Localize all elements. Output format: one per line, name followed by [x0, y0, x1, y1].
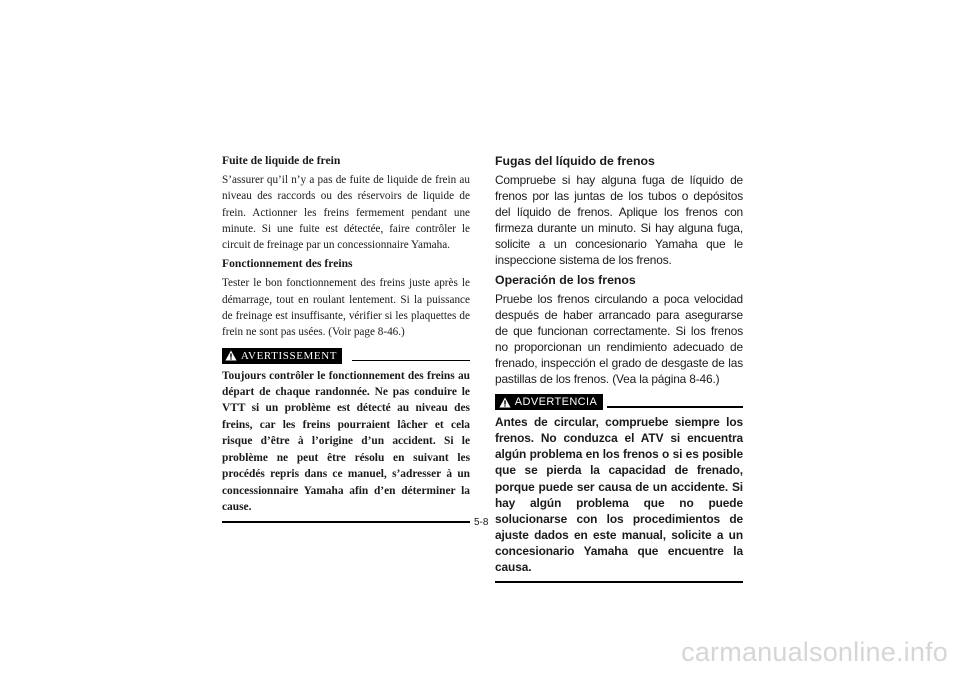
fr-brake-operation-text: Tester le bon fonctionnement des freins juste après le démarrage, tout en roulant lentement. Si la puissance de freinage est insuffisante, vérifier si les plaquettes de frein ne sont pas usées. (Voir page 8-46.) [222, 277, 470, 339]
es-warning-label: ADVERTENCIA [514, 396, 598, 409]
fr-warning-text: Toujours contrôler le fonctionnement des freins au départ de chaque randonnée. Ne pas conduire le VTT si un problème est détecté au niveau des freins, car les freins pourraient lâcher et cela risque d’être à l’origine d’un accident. Si le problème ne peut être résolu en suivant les procédés repris dans ce manuel, s’adresser à un concessionnaire Yamaha afin d’en déterminer la cause. [222, 369, 470, 513]
fr-warning-rule [352, 360, 470, 362]
french-column [222, 153, 470, 523]
es-brake-fluid-leak-heading: Fugas del líquido de frenos [495, 154, 655, 168]
es-warning-header [495, 393, 743, 411]
fr-brake-fluid-leak-heading: Fuite de liquide de frein [222, 154, 341, 167]
fr-warning-label: AVERTISSEMENT [240, 349, 338, 362]
es-brake-fluid-leak-text: Compruebe si hay alguna fuga de líquido de frenos por las juntas de los tubos o depósitos del líquido de frenos. Aplique los frenos con firmeza durante un minuto. Si hay alguna fuga, solicite a un concesionario Yamaha que le inspeccione sistema de los frenos. [495, 173, 743, 268]
es-warning-rule [607, 406, 743, 408]
warning-triangle-icon [225, 350, 237, 361]
fr-brake-operation-heading: Fonctionnement des freins [222, 257, 353, 271]
es-brake-operation-text: Pruebe los frenos circulando a poca velocidad después de haber arrancado para asegurarse de que funcionan correctamente. Si los frenos no proporcionan un rendimiento adecuado de frenado, inspección el grado de desgaste de las pastillas de los frenos. (Vea la página 8-46.) [495, 291, 743, 387]
fr-brake-fluid-leak-text: S’assurer qu’il n’y a pas de fuite de liquide de frein au niveau des raccords ou des réservoirs de liquide de frein. Actionner les freins fermement pendant une minute. Si une fuite est détectée, faire contrôler le circuit de freinage par un concessionnaire Yamaha. [222, 174, 470, 252]
fr-warning-bottom-rule [222, 521, 470, 523]
watermark: carmanualsonline.info [681, 637, 948, 667]
es-brake-operation-heading: Operación de los frenos [495, 272, 636, 287]
es-warning-bottom-rule [495, 581, 743, 583]
page-number: 5-8 [474, 517, 489, 528]
fr-warning-label-box [222, 348, 342, 364]
es-warning-label-box [495, 394, 603, 410]
fr-warning-header [222, 347, 470, 365]
es-warning-text: Antes de circular, compruebe siempre los frenos. No conduzca el ATV si encuentra algún problema en los frenos o si es posible que se pierda la capacidad de frenado, porque puede ser causa de un accidente. Si hay algún problema que no puede solucionarse con los procedimientos de ajuste dados en este manual, solicite a un concesionario Yamaha que encuentre la causa. [495, 415, 743, 574]
spanish-column [495, 153, 743, 583]
warning-triangle-icon [499, 397, 511, 408]
